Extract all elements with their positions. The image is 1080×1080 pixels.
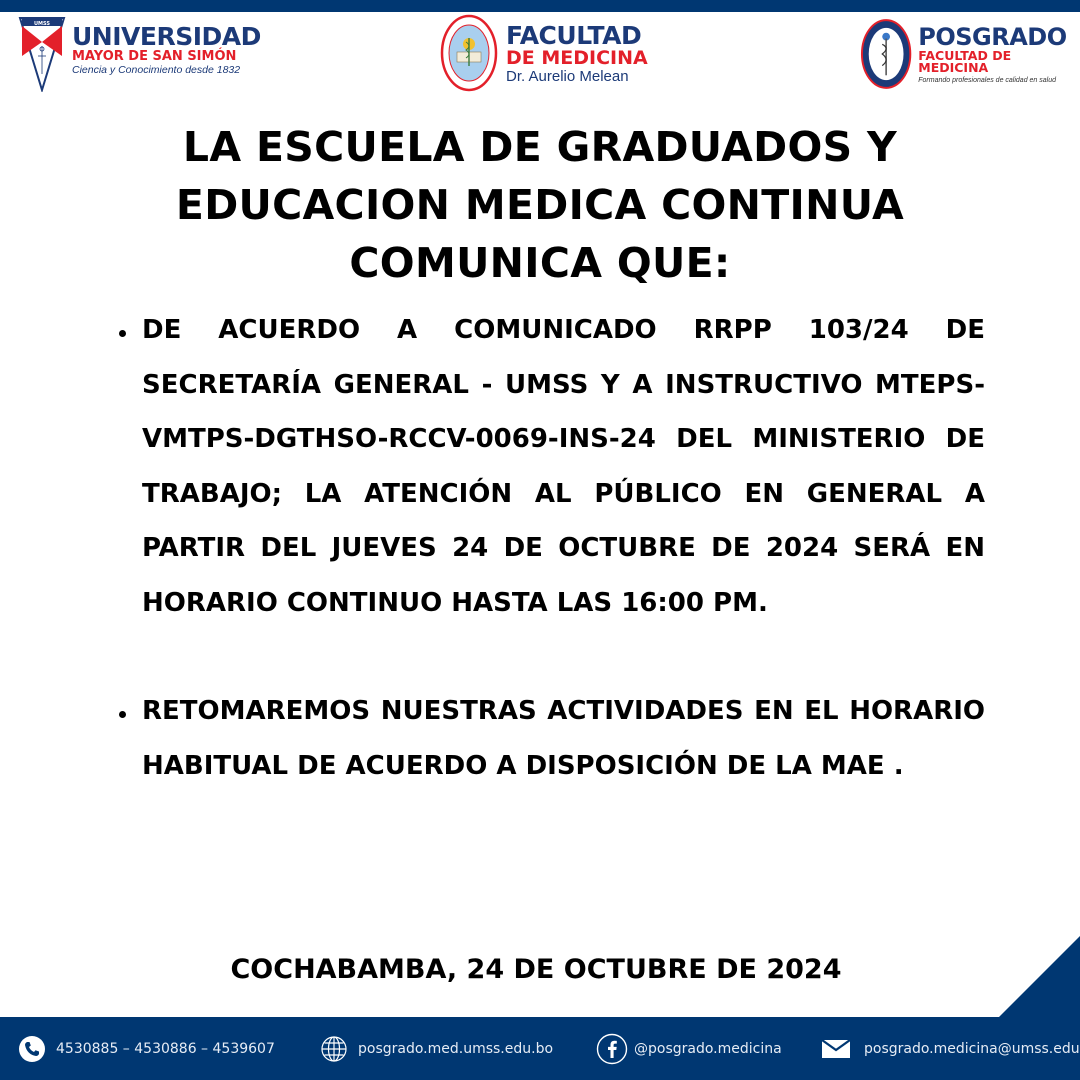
- globe-icon: [320, 1035, 348, 1063]
- footer-email[interactable]: [822, 1017, 1080, 1080]
- footer-facebook[interactable]: [596, 1017, 782, 1080]
- announcement-title: [0, 118, 1080, 292]
- bullet-item: [142, 684, 985, 793]
- announcement-bullets: [142, 303, 985, 793]
- facultad-logo-subtitle: DE MEDICINA: [506, 46, 648, 69]
- place-and-date: COCHABAMBA, 24 DE OCTUBRE DE 2024: [230, 954, 842, 985]
- umss-logo-title: UNIVERSIDAD: [72, 22, 261, 52]
- medicine-seal-icon: [440, 14, 498, 92]
- facebook-icon: [596, 1033, 628, 1065]
- umss-shield-icon: [18, 16, 66, 92]
- top-accent-bar: [0, 0, 1080, 12]
- title-line-2: EDUCACION MEDICA CONTINUA: [175, 181, 905, 229]
- posgrado-logo-tagline: Formando profesionales de calidad en salud: [918, 76, 1057, 84]
- facultad-logo-title: FACULTAD: [506, 20, 642, 50]
- footer-website[interactable]: [320, 1017, 553, 1080]
- umss-logo: [18, 16, 261, 92]
- facultad-medicina-logo: [440, 14, 648, 92]
- umss-logo-subtitle: MAYOR DE SAN SIMÓN: [72, 49, 237, 65]
- bullet-dot-icon: [119, 711, 126, 718]
- bullet-text: DE ACUERDO A COMUNICADO RRPP 103/24 DE SECRETARÍA GENERAL - UMSS Y A INSTRUCTIVO MTEPS-VMTPS-DGTHSO-RCCV-0069-INS-24 DEL MINISTERIO DE TRABAJO; LA ATENCIÓN AL PÚBLICO EN GENERAL A PARTIR DEL JUEVES 24 DE OCTUBRE DE 2024 SERÁ EN HORARIO CONTINUO HASTA LAS 16:00 PM.: [142, 315, 985, 618]
- corner-decoration: [998, 936, 1080, 1018]
- title-line-1: LA ESCUELA DE GRADUADOS Y: [182, 123, 898, 171]
- mail-icon: [822, 1038, 850, 1060]
- footer-phone-text: 4530885 – 4530886 – 4539607: [56, 1040, 275, 1057]
- footer-website-text: posgrado.med.umss.edu.bo: [358, 1040, 554, 1057]
- logo-header: [0, 14, 1080, 94]
- footer-phone[interactable]: [18, 1017, 275, 1080]
- bullet-item: [142, 303, 985, 630]
- umss-logo-tagline: Ciencia y Conocimiento desde 1832: [72, 64, 241, 77]
- bullet-text: RETOMAREMOS NUESTRAS ACTIVIDADES EN EL HORARIO HABITUAL DE ACUERDO A DISPOSICIÓN DE LA MAE .: [142, 696, 985, 781]
- svg-text:UMSS: UMSS: [33, 21, 51, 27]
- phone-icon: [18, 1035, 46, 1063]
- bullet-dot-icon: [119, 330, 126, 337]
- posgrado-logo-title: POSGRADO: [918, 22, 1067, 51]
- contact-footer: [0, 1017, 1080, 1080]
- title-line-3: COMUNICA QUE:: [349, 239, 731, 287]
- posgrado-seal-icon: [860, 16, 912, 92]
- posgrado-logo-subtitle: FACULTAD DE MEDICINA: [918, 47, 1012, 75]
- facultad-logo-tagline: Dr. Aurelio Melean: [506, 67, 629, 85]
- footer-email-text: posgrado.medicina@umss.edu: [864, 1040, 1080, 1057]
- footer-facebook-text: @posgrado.medicina: [634, 1040, 782, 1057]
- posgrado-logo: [860, 16, 1080, 92]
